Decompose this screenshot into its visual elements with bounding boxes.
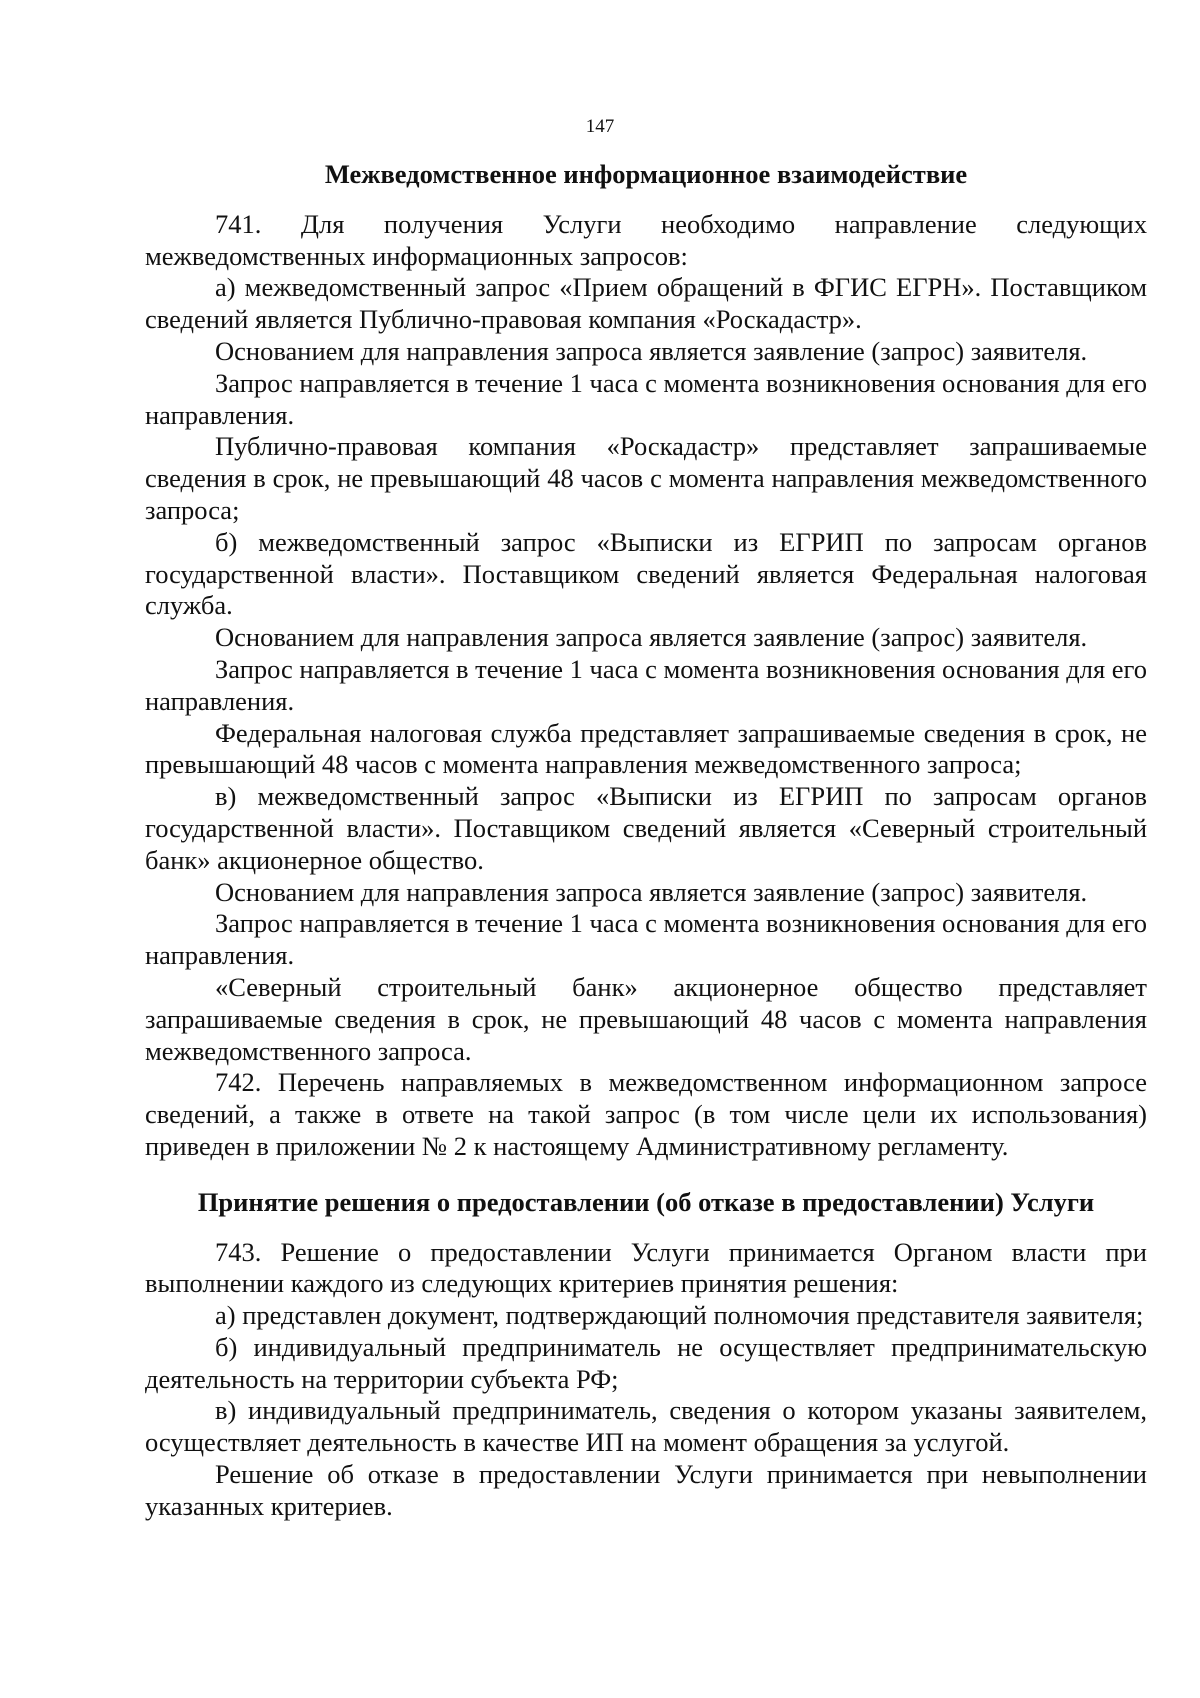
paragraph-basis: Основанием для направления запроса является заявление (запрос) заявителя. [215,335,1088,366]
paragraph-742: 742. Перечень направляемых в межведомственном информационном запросе сведений, а также в ответе на такой запрос (в том числе цели их использования) приведен в приложении № 2 к настоящему Административному регламенту. [145,1067,1147,1161]
paragraph-741: 741. Для получения Услуги необходимо направление следующих межведомственных информационных запросов: [145,208,1147,271]
paragraph-741-b: б) межведомственный запрос «Выписки из ЕГРИП по запросам органов государственной власти». Поставщиком сведений является Федеральная налоговая служба. [145,526,1147,621]
section-heading-decision: Принятие решения о предоставлении (об отказе в предоставлении) Услуги [197,1186,1095,1217]
page-number: 147 [585,116,615,137]
paragraph-response: Федеральная налоговая служба представляет запрашиваемые сведения в срок, не превышающий 48 часов с момента направления межведомственного запроса; [145,717,1147,780]
paragraph-response: «Северный строительный банк» акционерное общество представляет запрашиваемые сведения в срок, не превышающий 48 часов с момента направления межведомственного запроса. [145,971,1147,1066]
paragraph-743-b: б) индивидуальный предприниматель не осуществляет предпринимательскую деятельность на территории субъекта РФ; [145,1331,1147,1394]
paragraph-refusal: Решение об отказе в предоставлении Услуги принимается при невыполнении указанных критериев. [145,1459,1147,1521]
paragraph-743-a: а) представлен документ, подтверждающий полномочия представителя заявителя; [215,1300,1144,1331]
paragraph-743: 743. Решение о предоставлении Услуги принимается Органом власти при выполнении каждого из следующих критериев принятия решения: [145,1236,1147,1299]
paragraph-743-v: в) индивидуальный предприниматель, сведения о котором указаны заявителем, осуществляет деятельность в качестве ИП на момент обращения за услугой. [145,1395,1147,1458]
paragraph-timing: Запрос направляется в течение 1 часа с момента возникновения основания для его направления. [145,367,1147,430]
paragraph-timing: Запрос направляется в течение 1 часа с момента возникновения основания для его направления. [145,653,1147,716]
paragraph-basis: Основанием для направления запроса является заявление (запрос) заявителя. [215,876,1088,907]
paragraph-741-a: а) межведомственный запрос «Прием обращений в ФГИС ЕГРН». Поставщиком сведений является Публично-правовая компания «Роскадастр». [145,272,1147,335]
section-heading-interagency: Межведомственное информационное взаимодействие [324,159,968,189]
document-body [145,159,1147,1523]
paragraph-timing: Запрос направляется в течение 1 часа с момента возникновения основания для его направления. [145,908,1147,971]
paragraph-741-v: в) межведомственный запрос «Выписки из ЕГРИП по запросам органов государственной власти». Поставщиком сведений является «Северный строительный банк» акционерное общество. [145,781,1147,875]
paragraph-response: Публично-правовая компания «Роскадастр» представляет запрашиваемые сведения в срок, не превышающий 48 часов с момента направления межведомственного запроса; [145,431,1147,525]
paragraph-basis: Основанием для направления запроса является заявление (запрос) заявителя. [215,622,1088,653]
